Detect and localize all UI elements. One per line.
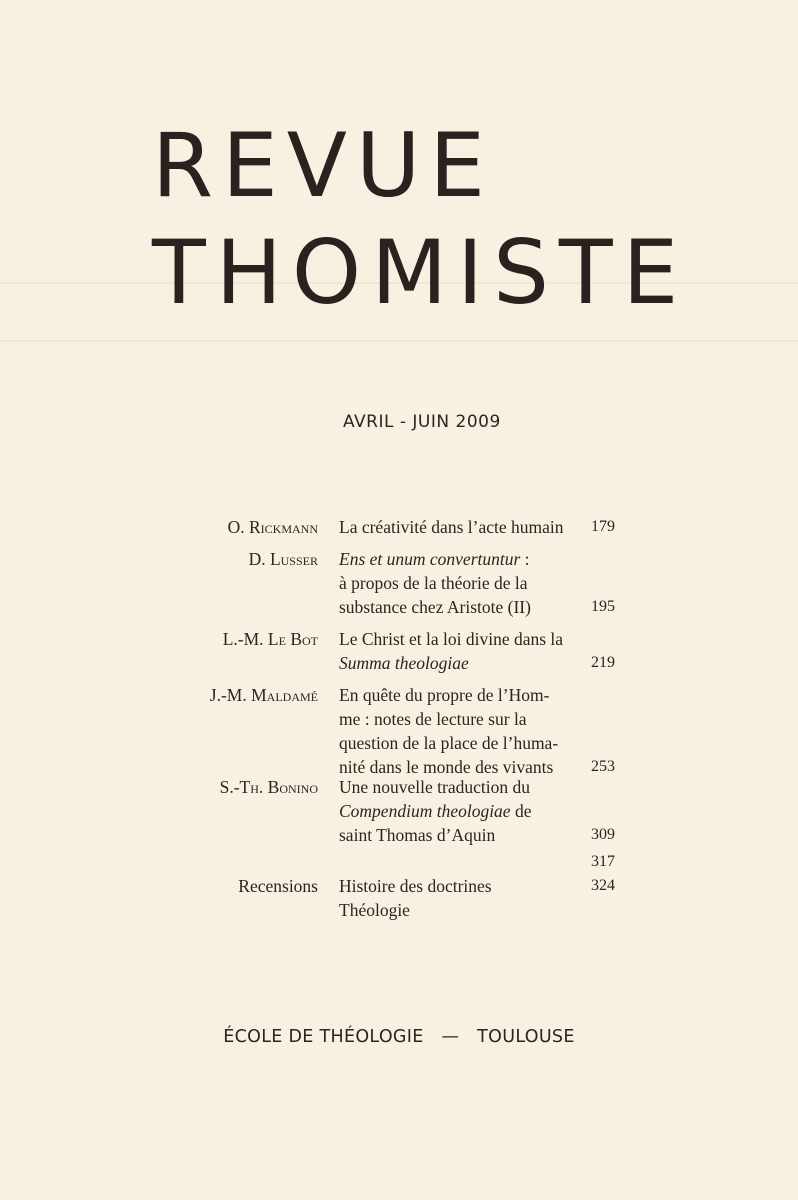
text: de bbox=[510, 801, 532, 821]
toc-entry bbox=[0, 775, 798, 847]
footer-dash: — bbox=[441, 1027, 460, 1047]
toc-author: L.-M. Le Bot bbox=[222, 629, 318, 649]
toc-entry bbox=[0, 547, 798, 619]
title-line bbox=[339, 515, 563, 539]
toc-author: S.-Th. Bonino bbox=[219, 777, 318, 797]
publisher-school: ÉCOLE DE THÉOLOGIE bbox=[223, 1027, 424, 1047]
publisher-city: TOULOUSE bbox=[477, 1027, 575, 1047]
journal-title-line1: REVUE bbox=[152, 114, 494, 217]
title-line bbox=[339, 547, 531, 571]
text: question de la place de l’huma- bbox=[339, 733, 559, 753]
toc-entry-title bbox=[339, 627, 563, 675]
text: à propos de la théorie de la bbox=[339, 573, 528, 593]
title-line bbox=[339, 571, 531, 595]
text: me : notes de lecture sur la bbox=[339, 709, 527, 729]
toc-entry bbox=[0, 515, 798, 539]
scan-streak bbox=[0, 340, 798, 342]
title-line bbox=[339, 775, 531, 799]
text: En quête du propre de l’Hom- bbox=[339, 685, 550, 705]
toc-entry bbox=[0, 627, 798, 675]
title-line bbox=[339, 627, 563, 651]
toc-entry-title: Théologie bbox=[339, 900, 410, 920]
text: substance chez Aristote (II) bbox=[339, 597, 531, 617]
title-line bbox=[339, 731, 558, 755]
text: Le Christ et la loi divine dans la bbox=[339, 629, 564, 649]
text: nité dans le monde des vivants bbox=[339, 757, 554, 777]
title-line bbox=[339, 799, 531, 823]
page-number: 324 bbox=[591, 877, 615, 894]
toc-entry-title bbox=[339, 775, 531, 847]
toc-entry-title bbox=[339, 683, 558, 779]
page-number: 253 bbox=[591, 758, 615, 775]
toc-entry bbox=[0, 683, 798, 779]
page-number: 195 bbox=[591, 598, 615, 615]
text: saint Thomas d’Aquin bbox=[339, 825, 496, 845]
toc-author: J.-M. Maldamé bbox=[209, 685, 318, 705]
italic-text: Ens et unum convertuntur bbox=[339, 549, 521, 569]
page-number: 219 bbox=[591, 654, 615, 671]
italic-text: Compendium theologiae bbox=[339, 801, 511, 821]
toc-entry-title: Histoire des doctrines bbox=[339, 876, 492, 896]
italic-text: Summa theologiae bbox=[339, 653, 469, 673]
publisher-footer bbox=[0, 1027, 798, 1047]
reviews-label: Recensions bbox=[238, 876, 318, 896]
title-line bbox=[339, 595, 531, 619]
toc-entry-title bbox=[339, 547, 531, 619]
text: La créativité dans l’acte humain bbox=[339, 517, 564, 537]
title-line bbox=[339, 651, 563, 675]
text: : bbox=[520, 549, 530, 569]
page-number: 317 bbox=[591, 853, 615, 870]
toc-author: D. Lusser bbox=[248, 549, 318, 569]
page-number: 179 bbox=[591, 518, 615, 535]
toc-entry-title bbox=[339, 515, 563, 539]
toc-author: O. Rickmann bbox=[227, 517, 318, 537]
journal-title-line2: THOMISTE bbox=[152, 221, 689, 324]
text: Une nouvelle traduction du bbox=[339, 777, 530, 797]
title-line bbox=[339, 683, 558, 707]
page-number: 309 bbox=[591, 826, 615, 843]
title-line bbox=[339, 707, 558, 731]
title-line bbox=[339, 823, 531, 847]
issue-date: AVRIL - JUIN 2009 bbox=[343, 412, 501, 432]
